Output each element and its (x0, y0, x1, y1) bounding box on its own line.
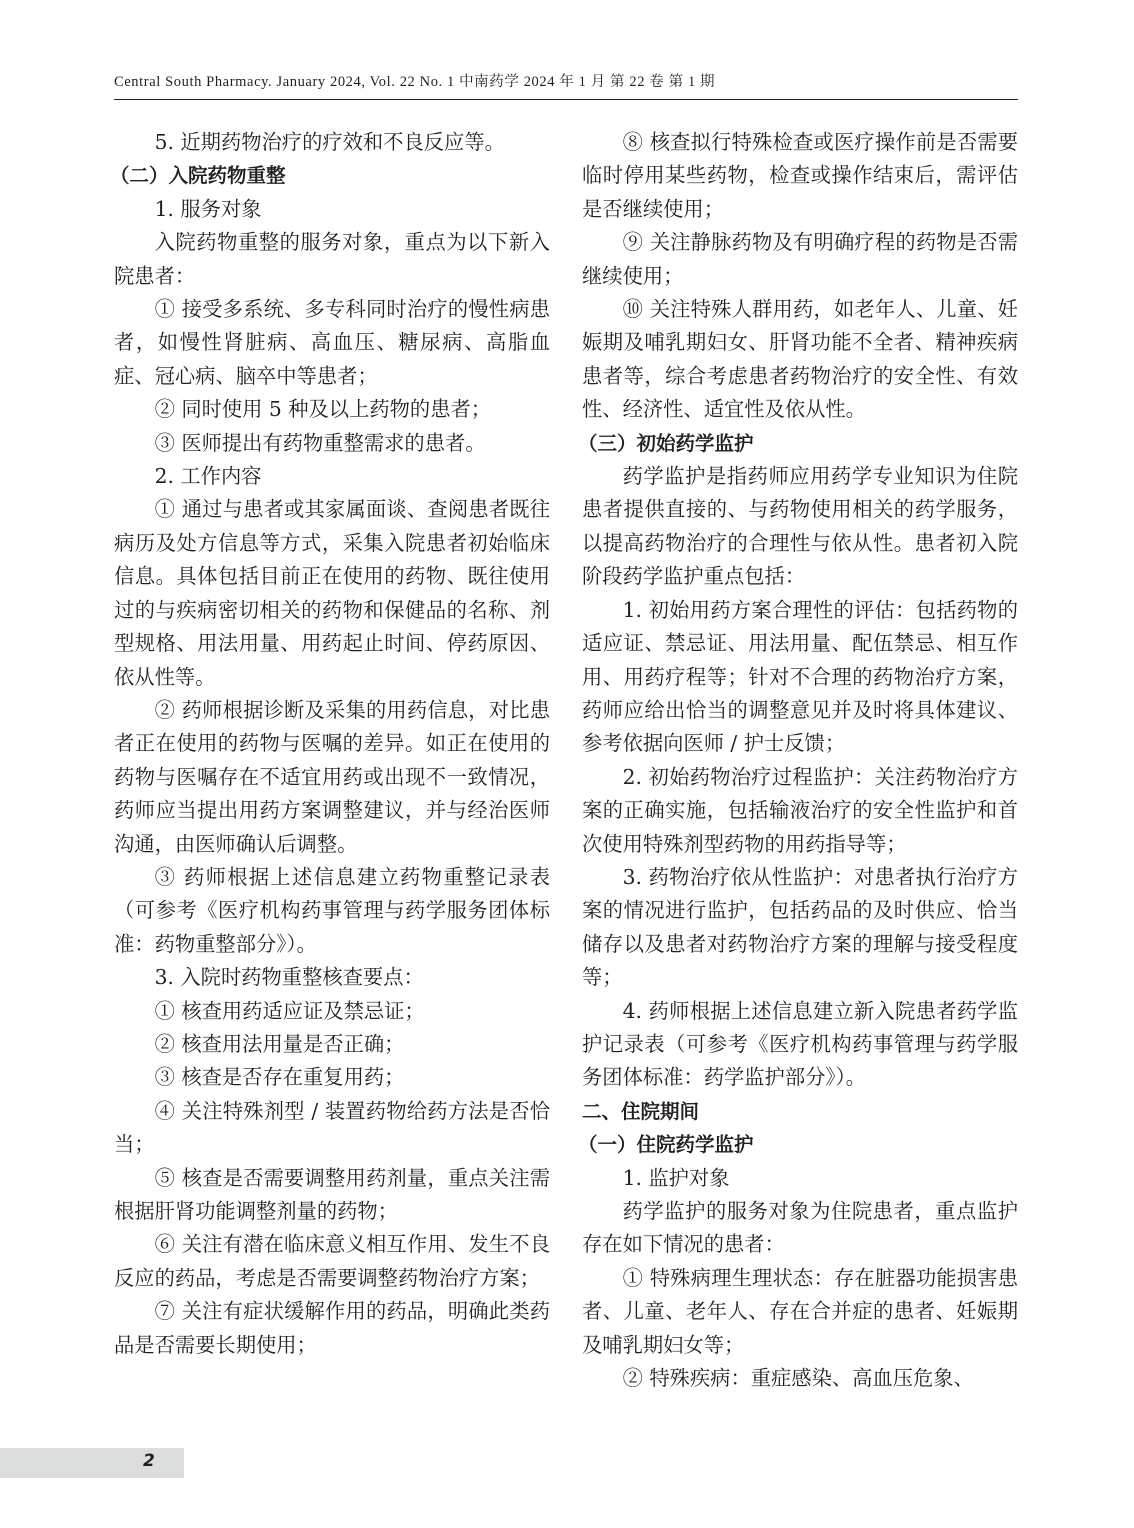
section-heading: （三）初始药学监护 (578, 431, 754, 455)
paragraph: ⑤ 核查是否需要调整用药剂量，重点关注需根据肝肾功能调整剂量的药物； (114, 1165, 550, 1223)
paragraph: 4. 药师根据上述信息建立新入院患者药学监护记录表（可参考《医疗机构药事管理与药学服务团体标准：药学监护部分》）。 (582, 998, 1018, 1090)
paragraph: ③ 药师根据上述信息建立药物重整记录表（可参考《医疗机构药事管理与药学服务团体标准：药物重整部分》）。 (114, 864, 550, 956)
paragraph: 3. 入院时药物重整核查要点： (154, 965, 424, 990)
paragraph: ⑩ 关注特殊人群用药，如老年人、儿童、妊娠期及哺乳期妇女、肝肾功能不全者、精神疾病患者等，综合考虑患者药物治疗的安全性、有效性、经济性、适宜性及依从性。 (582, 297, 1018, 422)
paragraph: ② 同时使用 5 种及以上药物的患者； (154, 397, 492, 422)
paragraph: 入院药物重整的服务对象，重点为以下新入院患者： (114, 230, 550, 288)
section-heading: （一）住院药学监护 (578, 1133, 754, 1157)
left-column (110, 126, 550, 1362)
paragraph: ① 接受多系统、多专科同时治疗的慢性病患者，如慢性肾脏病、高血压、糖尿病、高脂血症、冠心病、脑卒中等患者； (114, 297, 550, 388)
paragraph: ⑦ 关注有症状缓解作用的药品，明确此类药品是否需要长期使用； (114, 1299, 550, 1357)
part-heading: 二、住院期间 (582, 1099, 700, 1123)
right-column (578, 126, 1018, 1395)
paragraph: 药学监护的服务对象为住院患者，重点监护存在如下情况的患者： (582, 1199, 1018, 1257)
paragraph: ④ 关注特殊剂型 / 装置药物给药方法是否恰当； (114, 1098, 550, 1157)
paragraph: 5. 近期药物治疗的疗效和不良反应等。 (154, 130, 505, 154)
paragraph: 3. 药物治疗依从性监护：对患者执行治疗方案的情况进行监护，包括药品的及时供应、恰当储存以及患者对药物治疗方案的理解与接受程度等； (582, 864, 1018, 990)
paragraph: 1. 服务对象 (154, 196, 262, 221)
paragraph: 1. 初始用药方案合理性的评估：包括药物的适应证、禁忌证、用法用量、配伍禁忌、相互作用、用药疗程等；针对不合理的药物治疗方案，药师应给出恰当的调整意见并及时将具体建议、参考依据向医师 / 护士反馈； (582, 597, 1018, 756)
page-number: 2 (143, 1451, 155, 1471)
paragraph: ⑥ 关注有潜在临床意义相互作用、发生不良反应的药品，考虑是否需要调整药物治疗方案； (114, 1232, 550, 1290)
paragraph: ③ 核查是否存在重复用药； (154, 1065, 405, 1090)
header-rule (114, 99, 1018, 100)
footer-bar (0, 1448, 184, 1478)
paragraph: ⑨ 关注静脉药物及有明确疗程的药物是否需继续使用； (582, 230, 1018, 288)
paragraph: 2. 初始药物治疗过程监护：关注药物治疗方案的正确实施，包括输液治疗的安全性监护和首次使用特殊剂型药物的用药指导等； (582, 764, 1018, 856)
paragraph: 药学监护是指药师应用药学专业知识为住院患者提供直接的、与药物使用相关的药学服务，以提高药物治疗的合理性与依从性。患者初入院阶段药学监护重点包括： (582, 464, 1018, 589)
paragraph: ② 核查用法用量是否正确； (154, 1031, 405, 1056)
paragraph: ① 通过与患者或其家属面谈、查阅患者既往病历及处方信息等方式，采集入院患者初始临床信息。具体包括目前正在使用的药物、既往使用过的与疾病密切相关的药物和保健品的名称、剂型规格、用法用量、用药起止时间、停药原因、依从性等。 (114, 497, 550, 689)
paragraph: ② 特殊疾病：重症感染、高血压危象、 (622, 1366, 974, 1391)
paragraph: 1. 监护对象 (622, 1165, 730, 1190)
paragraph: ① 特殊病理生理状态：存在脏器功能损害患者、儿童、老年人、存在合并症的患者、妊娠期及哺乳期妇女等； (582, 1265, 1018, 1357)
running-header: Central South Pharmacy. January 2024, Vol. 22 No. 1 中南药学 2024 年 1 月 第 22 卷 第 1 期 (114, 74, 716, 90)
paragraph: ⑧ 核查拟行特殊检查或医疗操作前是否需要临时停用某些药物，检查或操作结束后，需评估是否继续使用； (582, 130, 1018, 221)
section-heading: （二）入院药物重整 (110, 164, 286, 188)
paragraph: 2. 工作内容 (154, 464, 262, 489)
paragraph: ① 核查用药适应证及禁忌证； (154, 998, 425, 1023)
paragraph: ③ 医师提出有药物重整需求的患者。 (154, 430, 486, 455)
paragraph: ② 药师根据诊断及采集的用药信息，对比患者正在使用的药物与医嘱的差异。如正在使用的药物与医嘱存在不适宜用药或出现不一致情况，药师应当提出用药方案调整建议，并与经治医师沟通，由医师确认后调整。 (114, 697, 550, 856)
